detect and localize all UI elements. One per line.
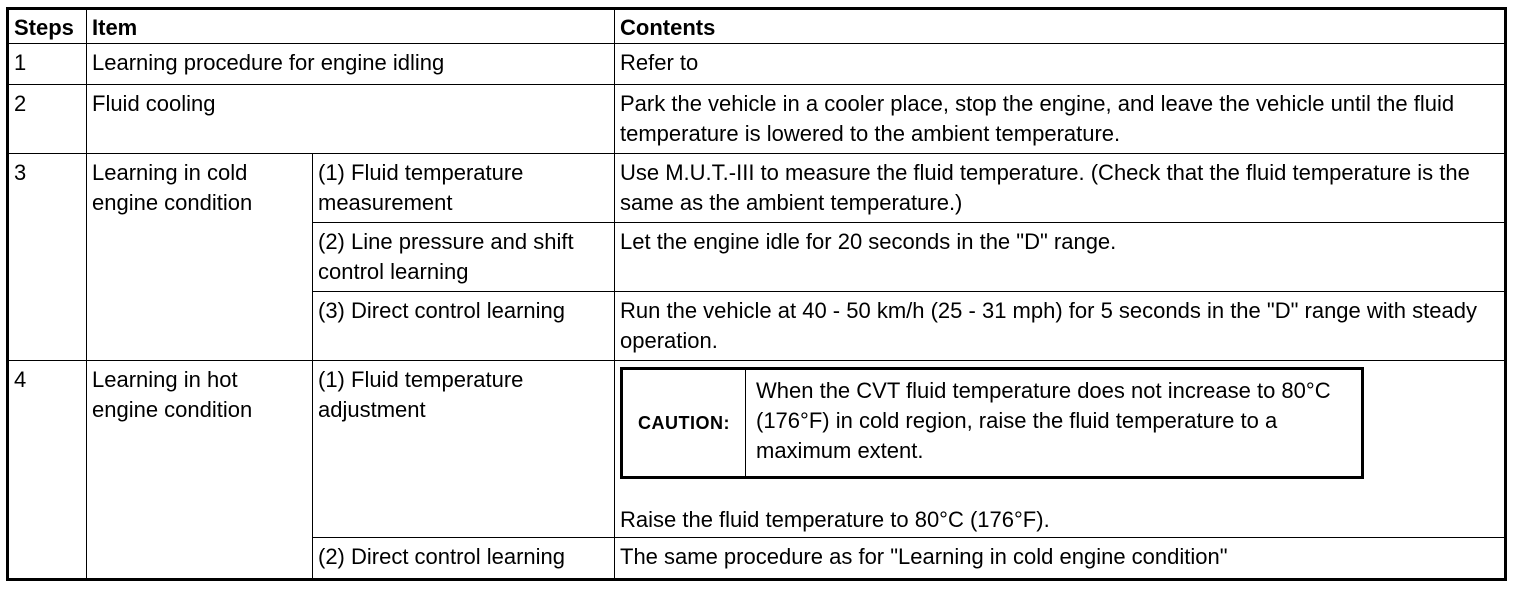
item-cell: Fluid cooling [87, 85, 615, 154]
step-number: 2 [8, 85, 87, 154]
step-number: 4 [8, 361, 87, 580]
item-cell: Learning procedure for engine idling [87, 44, 615, 85]
contents-cell: Use M.U.T.-III to measure the fluid temperature. (Check that the fluid temperature is the same as the ambient temperature.) [615, 154, 1506, 223]
contents-cell: Run the vehicle at 40 - 50 km/h (25 - 31 mph) for 5 seconds in the "D" range with steady operation. [615, 292, 1506, 361]
sub-item-cell: (1) Fluid temperature measurement [313, 154, 615, 223]
sub-item-cell: (3) Direct control learning [313, 292, 615, 361]
contents-cell: Refer to [615, 44, 1506, 85]
contents-cell: Park the vehicle in a cooler place, stop the engine, and leave the vehicle until the fluid temperature is lowered to the ambient temperature. [615, 85, 1506, 154]
step-number: 1 [8, 44, 87, 85]
header-contents: Contents [615, 9, 1506, 44]
sub-item-cell: (1) Fluid temperature adjustment [313, 361, 615, 538]
table-header-row [8, 9, 1506, 44]
table-row [8, 154, 1506, 223]
procedure-table [6, 7, 1507, 581]
header-item: Item [87, 9, 615, 44]
sub-item-cell: (2) Line pressure and shift control learning [313, 223, 615, 292]
contents-cell: The same procedure as for "Learning in cold engine condition" [615, 538, 1506, 580]
table-row [8, 44, 1506, 85]
step-number: 3 [8, 154, 87, 361]
table-row [8, 85, 1506, 154]
header-steps: Steps [8, 9, 87, 44]
item-cell: Learning in hot engine condition [87, 361, 313, 580]
item-cell: Learning in cold engine condition [87, 154, 313, 361]
caution-text: When the CVT fluid temperature does not increase to 80°C (176°F) in cold region, raise the fluid temperature to a maximum extent. [756, 378, 1331, 463]
sub-item-cell: (2) Direct control learning [313, 538, 615, 580]
caution-box [620, 367, 1364, 479]
contents-cell [615, 361, 1506, 538]
contents-text: Raise the fluid temperature to 80°C (176°F). [620, 507, 1050, 532]
contents-cell: Let the engine idle for 20 seconds in the "D" range. [615, 223, 1506, 292]
table-row [8, 361, 1506, 538]
caution-label: CAUTION: [623, 370, 746, 476]
